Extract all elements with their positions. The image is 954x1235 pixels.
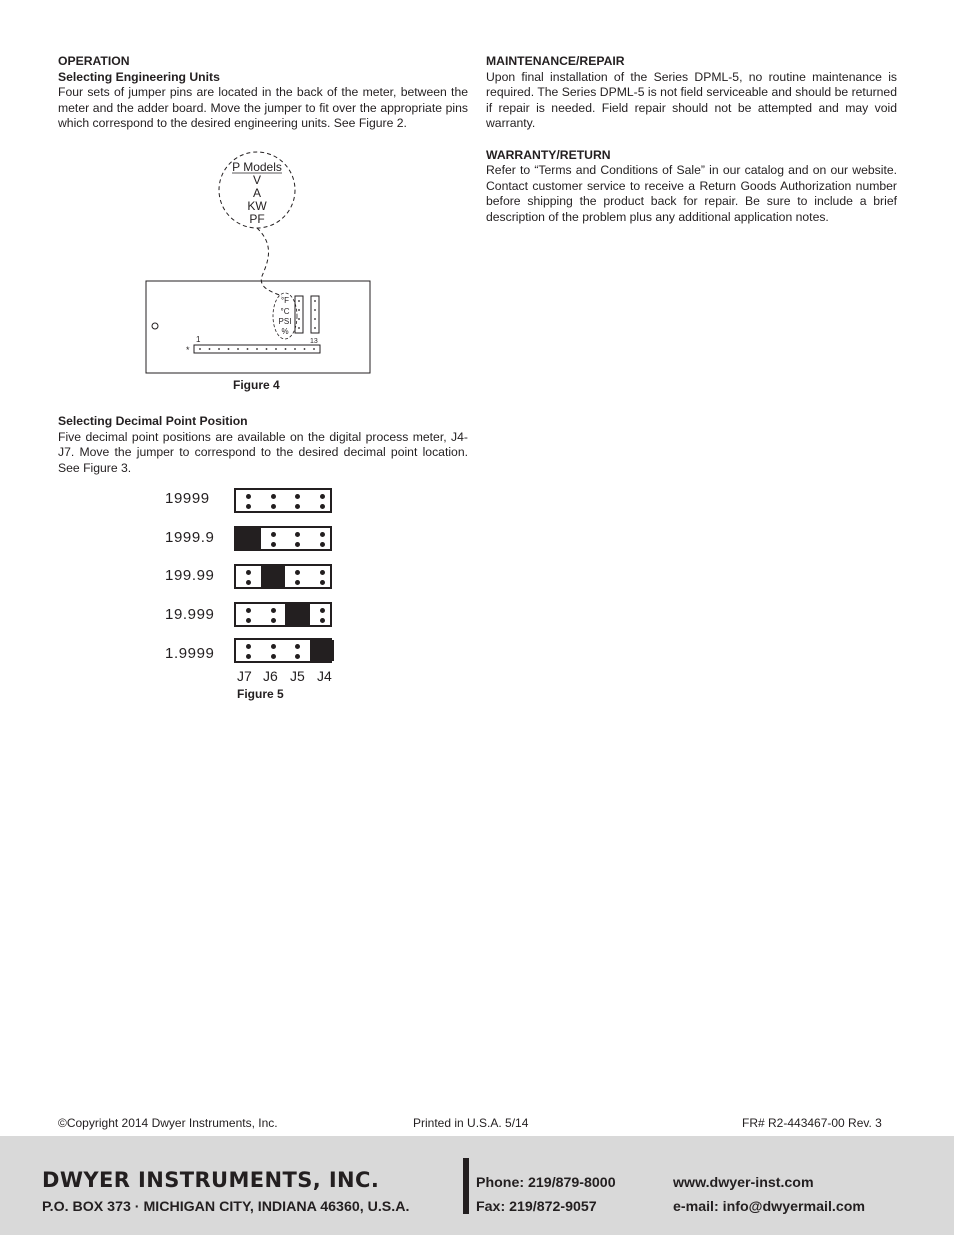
dp-row-label: 1999.9 [165, 529, 215, 546]
unit-label: °F [280, 296, 290, 305]
jumper-column-label: J5 [290, 668, 305, 684]
company-address: P.O. BOX 373 · MICHIGAN CITY, INDIANA 46360, U.S.A. [42, 1199, 410, 1215]
figure-4-caption: Figure 4 [233, 378, 280, 392]
unit-label: % [281, 327, 289, 336]
copyright-text: ©Copyright 2014 Dwyer Instruments, Inc. [58, 1116, 278, 1130]
jumper-block [234, 602, 332, 627]
mounting-hole [152, 323, 158, 329]
jumper-block [234, 526, 332, 551]
leader-line [257, 228, 282, 296]
warranty-text: Refer to “Terms and Conditions of Sale” in our catalog and on our website. Contact customer service to receive a Return Goods Authorization number before shipping the product back for repair. Be sure to include a brief description of the problem plus any additional application notes. [486, 163, 897, 224]
jumper-cap [285, 604, 310, 625]
bubble-line: P Models [232, 160, 282, 174]
dp-row-label: 19.999 [165, 606, 215, 623]
jumper-column-label: J4 [317, 668, 332, 684]
jumper-block [234, 638, 332, 663]
figure-5-caption: Figure 5 [237, 687, 284, 701]
jumper-column-label: J7 [237, 668, 252, 684]
dp-row-label: 1.9999 [165, 645, 215, 662]
form-number: FR# R2-443467-00 Rev. 3 [742, 1116, 882, 1130]
unit-label: PSI [278, 317, 292, 326]
maintenance-warranty-section [486, 54, 897, 226]
dp-row-label: 19999 [165, 490, 210, 507]
printed-text: Printed in U.S.A. 5/14 [413, 1116, 529, 1130]
jumper-cap [261, 566, 286, 587]
bubble-line: V [252, 173, 262, 187]
phone-number: Phone: 219/879-8000 [476, 1175, 616, 1191]
dp-row-label: 199.99 [165, 567, 215, 584]
connector-start-label: 1 [196, 335, 201, 344]
website-link[interactable]: www.dwyer-inst.com [673, 1175, 814, 1191]
connector-pins [199, 348, 315, 350]
maintenance-heading: MAINTENANCE/REPAIR [486, 54, 625, 68]
fax-number: Fax: 219/872-9057 [476, 1199, 597, 1215]
connector-end-label: 13 [310, 338, 318, 345]
jumper-block [234, 488, 332, 513]
bubble-line: KW [247, 199, 267, 213]
jumper-cap [310, 640, 335, 661]
footer-divider [463, 1158, 469, 1214]
jumper-block [234, 564, 332, 589]
jumper-column-label: J6 [263, 668, 278, 684]
bubble-line: A [252, 186, 262, 200]
connector-marker: * [186, 345, 190, 355]
eng-units-text: Four sets of jumper pins are located in the back of the meter, between the meter and the adder board. Move the jumper to fit over the appropriate pins which correspond to the desired engineering units. See Figure 2. [58, 85, 468, 131]
decimal-section [58, 414, 468, 476]
eng-units-heading: Selecting Engineering Units [58, 69, 220, 84]
meter-board [146, 281, 370, 373]
warranty-heading: WARRANTY/RETURN [486, 147, 611, 162]
company-name: DWYER INSTRUMENTS, INC. [42, 1168, 380, 1192]
decimal-text: Five decimal point positions are available on the digital process meter, J4-J7. Move the jumper to correspond to the desired decimal point location. See Figure 3. [58, 429, 468, 475]
bubble-line: PF [249, 212, 265, 226]
email-link[interactable]: e-mail: info@dwyermail.com [673, 1199, 866, 1215]
decimal-heading: Selecting Decimal Point Position [58, 414, 248, 428]
operation-heading: OPERATION [58, 54, 130, 68]
jumper-cap [236, 528, 261, 549]
unit-label: °C [280, 307, 290, 316]
maintenance-text: Upon final installation of the Series DPML-5, no routine maintenance is required. The Series DPML-5 is not field serviceable and should be returned if repair is needed. Field repair should not be attempted and may void warranty. [486, 69, 897, 131]
